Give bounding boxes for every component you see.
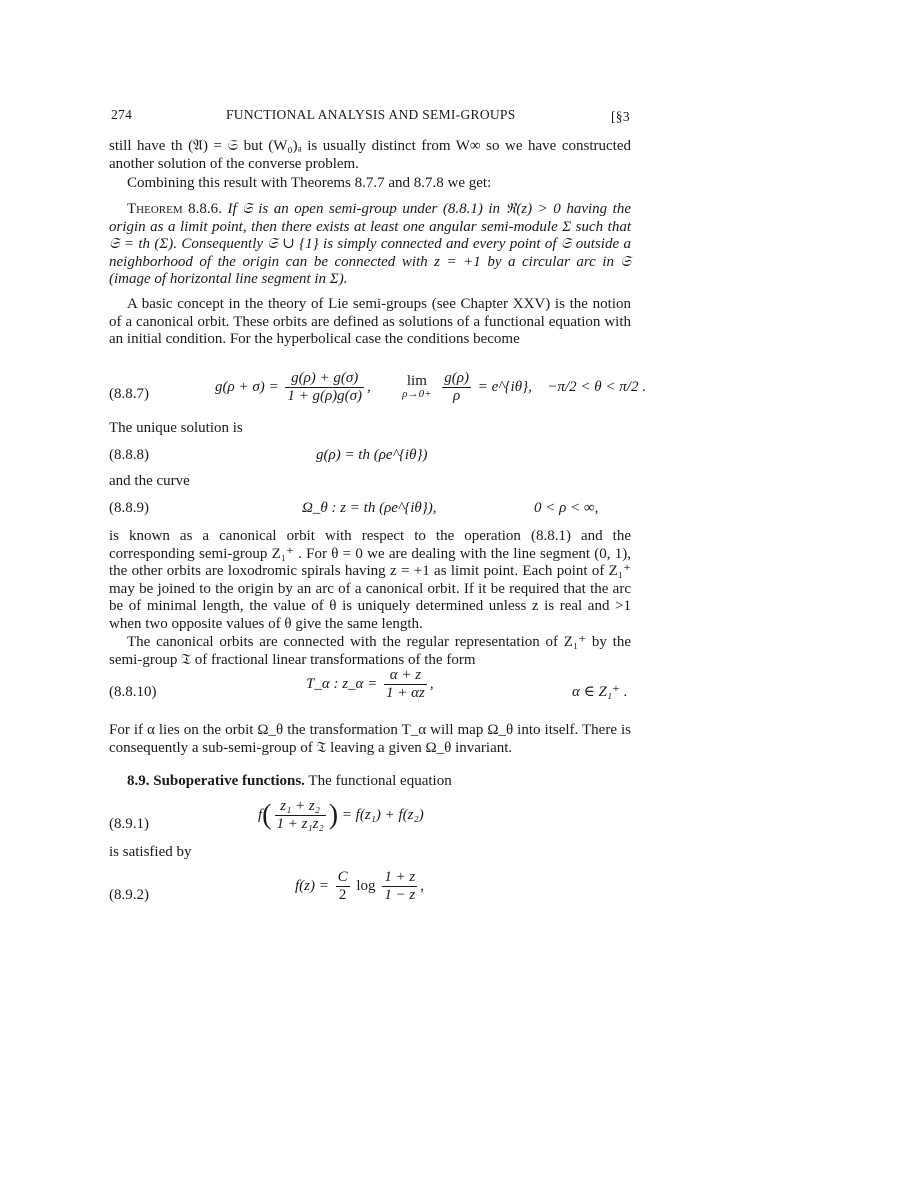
paragraph-regular-representation: The canonical orbits are connected with the regular representation of Z₁⁺ by the semi-group 𝔗 of fractional linear transformations of the form: [109, 634, 631, 668]
eq-fraction: [275, 798, 326, 833]
section-tail: The functional equation: [308, 773, 452, 789]
log-operator: log: [356, 877, 376, 894]
text-satisfied-by: is satisfied by: [109, 844, 192, 860]
section-8-9-heading: [127, 773, 452, 791]
eq-rhs: = f(z₁) + f(z₂): [341, 806, 424, 823]
eq-numerator: α + z: [384, 667, 427, 685]
paragraph-canonical-orbit: A basic concept in the theory of Lie semi-groups (see Chapter XXV) is the notion of a canonical orbit. These orbits are defined as solutions of a functional equation with an initial condition. For the hyperbolical case the conditions become: [109, 296, 631, 348]
eq-condition: −π/2 < θ < π/2 .: [547, 378, 646, 395]
theorem-text: If 𝔖 is an open semi-group under (8.8.1) in ℜ(z) > 0 having the origin as a limit point, then there exists at least one angular semi-module Σ such that 𝔖 = th (Σ). Consequently 𝔖 ∪ {1} is simply connected and every point of 𝔖 outside a neighborhood of the origin can be connected with z = +1 by a circular arc in 𝔖 (image of horizontal line segment in Σ).: [109, 201, 632, 288]
equation-number-8-8-7: (8.8.7): [109, 386, 149, 402]
text-and-the-curve: and the curve: [109, 473, 190, 489]
theorem-8-8-6: [109, 201, 631, 289]
eq-numerator: g(ρ) + g(σ): [285, 370, 364, 388]
paragraph-combining: Combining this result with Theorems 8.7.7 and 8.7.8 we get:: [127, 175, 492, 191]
equation-8-9-1: f( $\frac{\text{z₁ + z₂}}{\text{1 + z₁z₂}}$ ) = f(z₁) + f(z₂): [258, 798, 424, 832]
equation-number-8-9-2: (8.9.2): [109, 887, 149, 903]
limit-denominator: ρ: [453, 388, 461, 404]
paragraph-canonical-orbit-definition: is known as a canonical orbit with respect to the operation (8.8.1) and the corresponding semi-group Z₁⁺ . For θ = 0 we are dealing with the line segment (0, 1), the other orbits are loxodromic spirals having z = +1 as limit point. Each point of Z₁⁺ may be joined to the origin by an arc of a canonical orbit. If it be required that the arc be of minimal length, the value of θ is uniquely determined unless z is real and >1 when two opposite values of θ give the same length.: [109, 528, 631, 632]
eq-fraction: [285, 370, 364, 405]
eq-rhs: = e^{iθ},: [477, 378, 532, 395]
eq-numerator: 1 + z: [384, 869, 416, 885]
eq-limit: [402, 372, 432, 401]
coefficient-denominator: 2: [338, 887, 347, 903]
eq-fraction: [382, 869, 417, 904]
limit-subscript: ρ→0+: [402, 387, 432, 400]
coefficient-numerator: C: [337, 869, 348, 885]
eq-denominator: 1 + z₁z₂: [276, 816, 324, 832]
paragraph-orbit-invariant: For if α lies on the orbit Ω_θ the transformation T_α will map Ω_θ into itself. There is consequently a sub-semi-group of 𝔗 leaving a given Ω_θ invariant.: [109, 722, 631, 756]
running-title: FUNCTIONAL ANALYSIS AND SEMI-GROUPS: [226, 107, 516, 122]
text-unique-solution: The unique solution is: [109, 420, 243, 436]
eq-denominator: 1 + αz: [386, 685, 425, 701]
equation-8-8-9-condition: 0 < ρ < ∞,: [534, 500, 599, 516]
theorem-label: Theorem 8.8.6.: [127, 201, 222, 217]
limit-numerator: g(ρ): [444, 370, 469, 386]
section-title: 8.9. Suboperative functions.: [127, 773, 305, 789]
equation-8-8-10-condition: α ∈ Z₁⁺ .: [572, 684, 628, 700]
limit-word: lim: [406, 372, 427, 389]
section-reference: [§3: [611, 109, 630, 124]
eq-numerator: z₁ + z₂: [275, 798, 326, 816]
eq-denominator: 1 − z: [384, 887, 416, 903]
eq-lhs: T_α : z_α =: [306, 675, 378, 692]
eq-lhs: g(ρ + σ) =: [215, 378, 279, 395]
page-number: 274: [111, 107, 133, 122]
equation-number-8-8-10: (8.8.10): [109, 684, 157, 700]
equation-8-8-8: g(ρ) = th (ρe^{iθ}): [316, 447, 428, 463]
equation-number-8-8-8: (8.8.8): [109, 447, 149, 463]
eq-fraction: [384, 667, 427, 702]
equation-8-8-9: Ω_θ : z = th (ρe^{iθ}),: [302, 500, 437, 516]
equation-8-8-7: g(ρ + σ) = $\frac{g(\rho) + g(\sigma)}{1 + g(\rho)g(\sigma)}$ , lim ρ→0+ $\frac{g(\rho)}{\rho}$ = e^{iθ}, −π/2 < θ < π/2 .: [215, 370, 646, 404]
eq-coefficient: [336, 869, 350, 904]
eq-lhs: f(z) =: [295, 877, 329, 894]
paragraph-continuation: still have th (𝔄) = 𝔖 but (W₀)ₐ is usually distinct from W∞ so we have constructed another solution of the converse problem.: [109, 138, 631, 172]
equation-8-8-10: T_α : z_α = $\frac{\alpha + z}{1 + \alpha z}$ ,: [306, 667, 434, 701]
equation-number-8-9-1: (8.9.1): [109, 816, 149, 832]
equation-number-8-8-9: (8.8.9): [109, 500, 149, 516]
eq-denominator: 1 + g(ρ)g(σ): [287, 388, 363, 404]
equation-8-9-2: f(z) = $\frac{C}{2}$ log $\frac{1 + z}{1 - z}$ ,: [295, 869, 425, 903]
eq-limit-fraction: [442, 370, 471, 405]
